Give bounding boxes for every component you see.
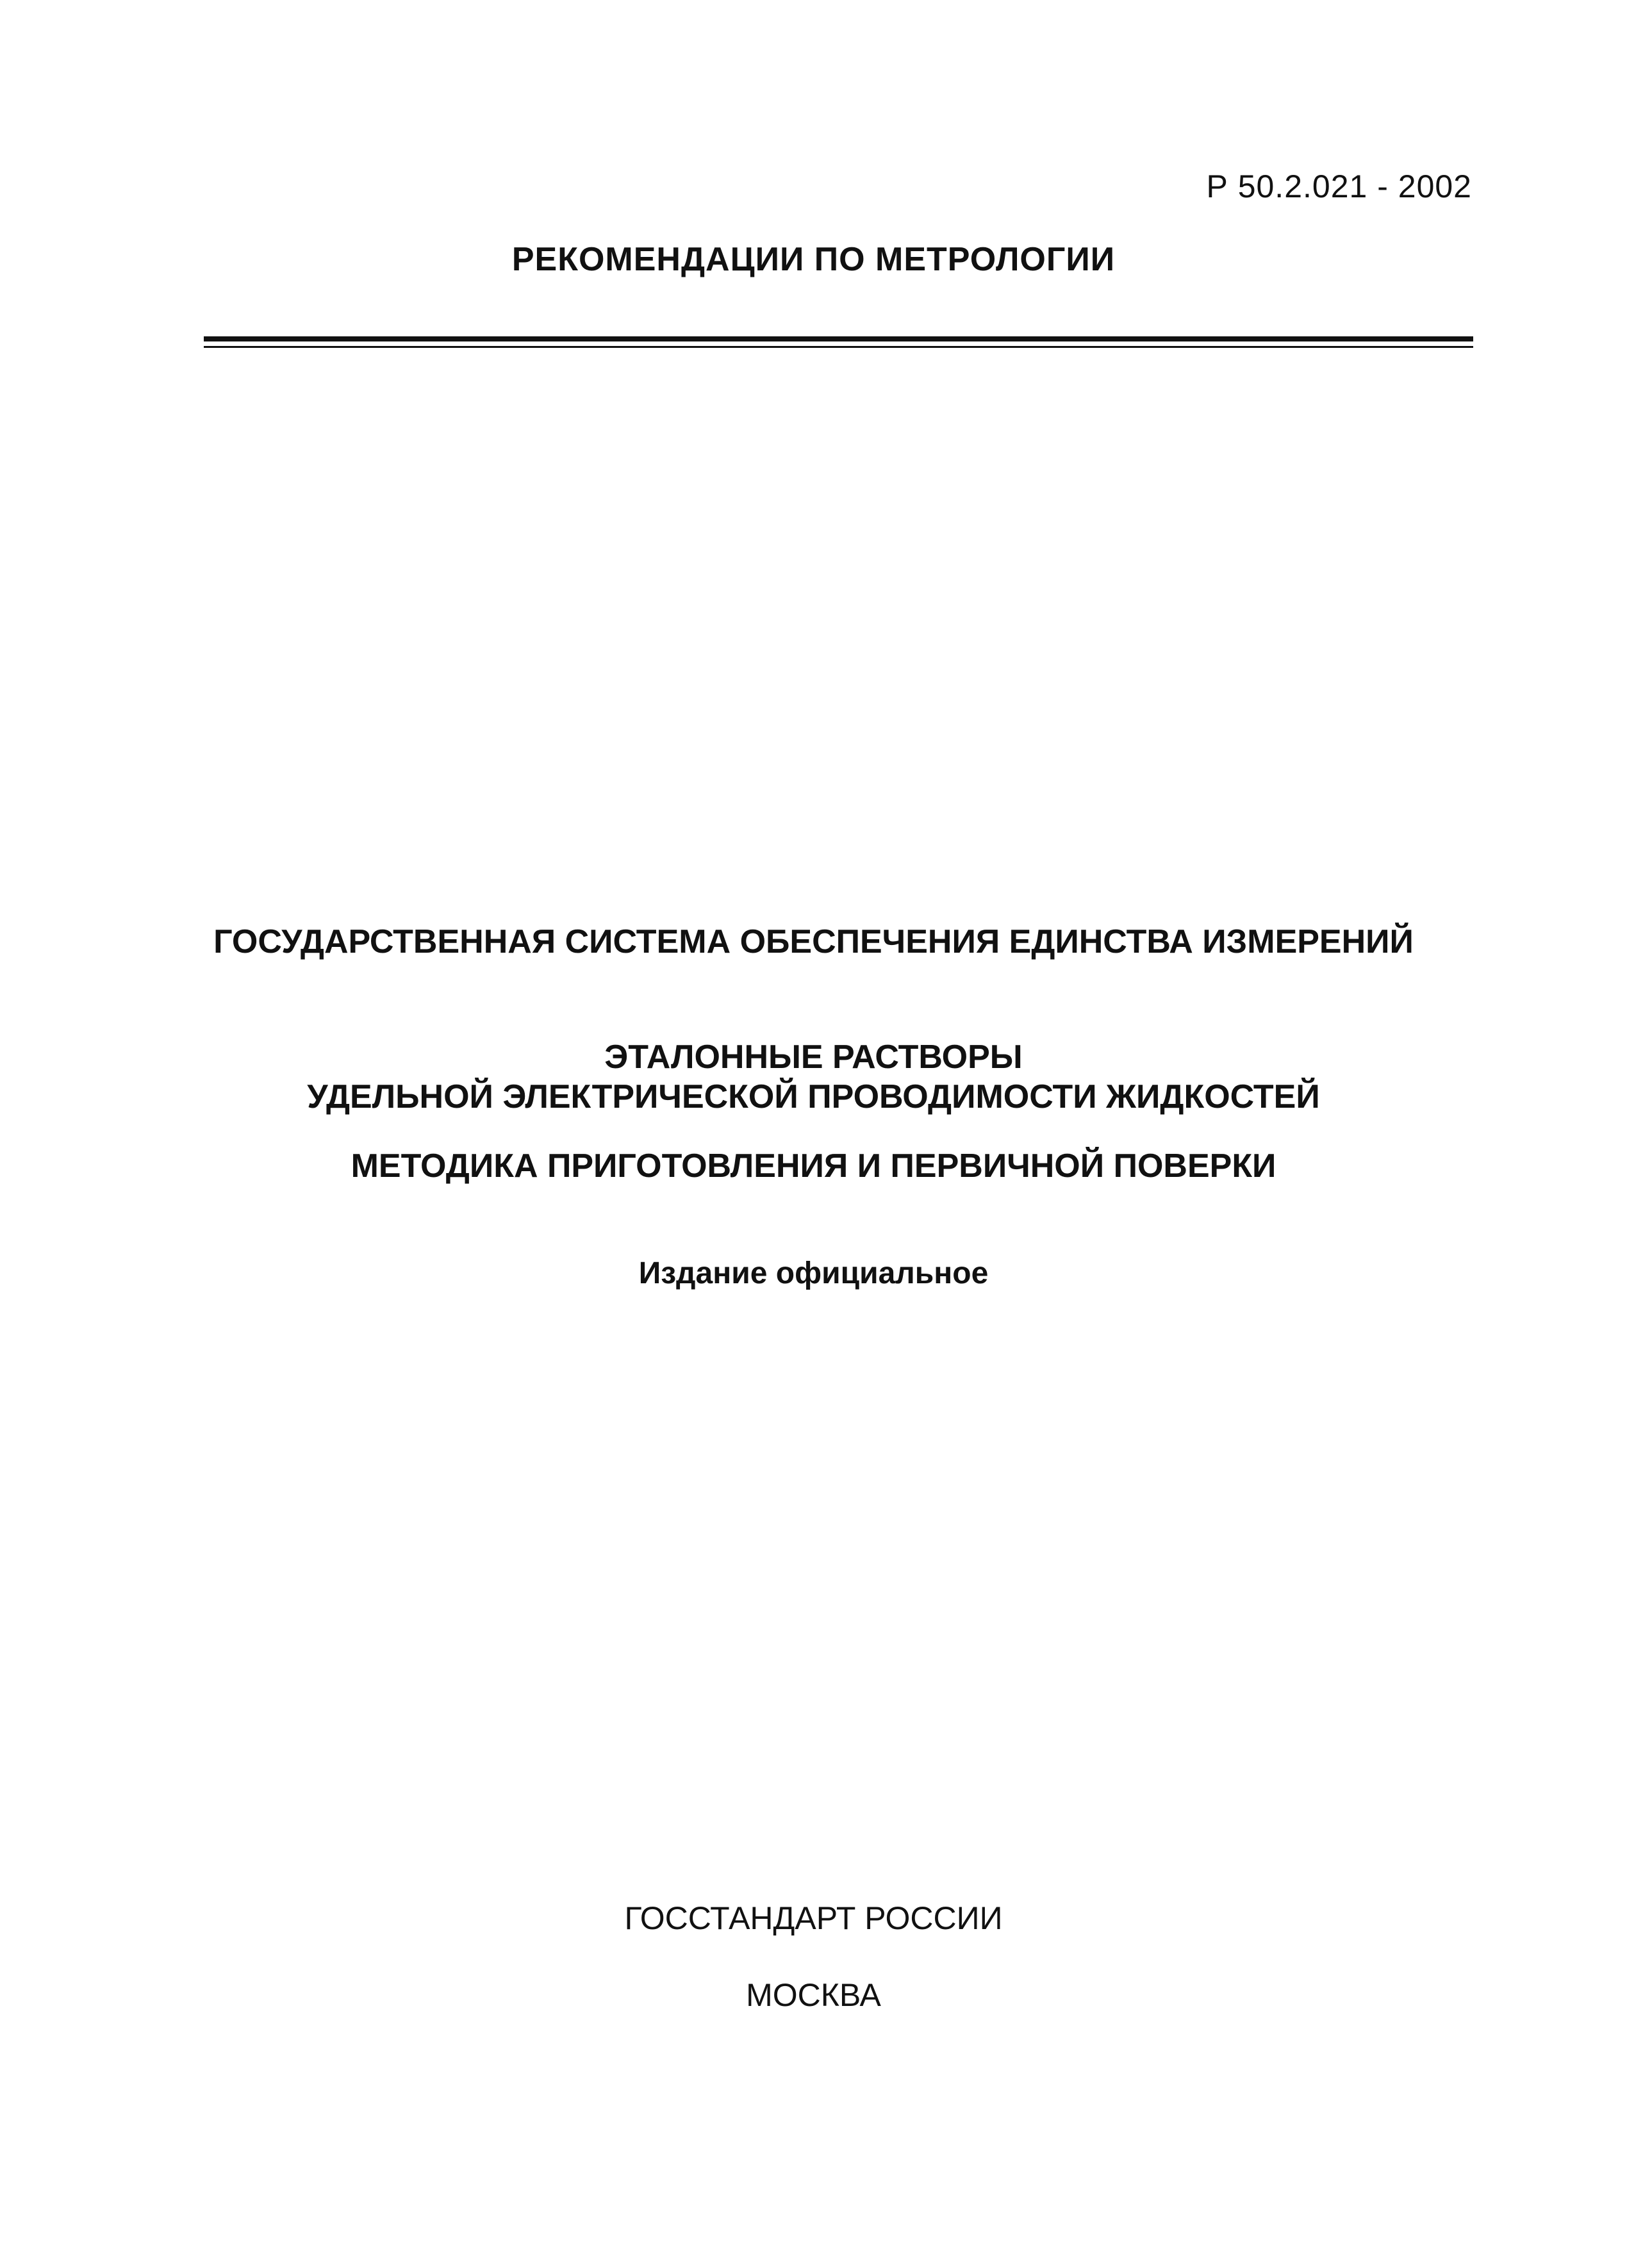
subject-title-line-2: УДЕЛЬНОЙ ЭЛЕКТРИЧЕСКОЙ ПРОВОДИМОСТИ ЖИДКОСТЕЙ	[307, 1078, 1320, 1115]
series-title: РЕКОМЕНДАЦИИ ПО МЕТРОЛОГИИ	[511, 241, 1116, 278]
system-title: ГОСУДАРСТВЕННАЯ СИСТЕМА ОБЕСПЕЧЕНИЯ ЕДИНСТВА ИЗМЕРЕНИЙ	[213, 923, 1414, 960]
method-title: МЕТОДИКА ПРИГОТОВЛЕНИЯ И ПЕРВИЧНОЙ ПОВЕРКИ	[351, 1147, 1276, 1185]
document-number: Р 50.2.021 - 2002	[1206, 168, 1472, 204]
publisher-city: МОСКВА	[746, 1977, 881, 2013]
publisher-organization: ГОССТАНДАРТ РОССИИ	[624, 1900, 1003, 1936]
header-rule-thick	[204, 336, 1473, 341]
edition-label: Издание официальное	[638, 1256, 989, 1290]
subject-title-line-1: ЭТАЛОННЫЕ РАСТВОРЫ	[604, 1039, 1023, 1076]
header-rule-thin	[204, 346, 1473, 348]
